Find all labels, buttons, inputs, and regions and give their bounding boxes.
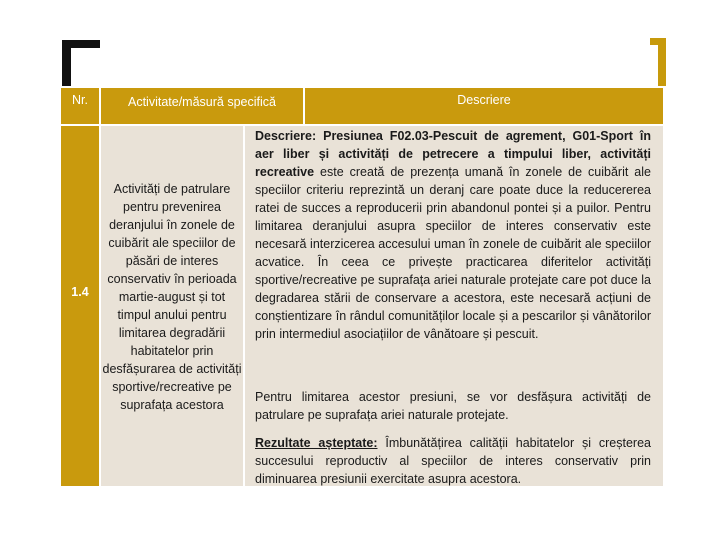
row-number: 1.4 xyxy=(71,285,89,299)
cell-activity xyxy=(101,126,243,486)
description-paragraph-1 xyxy=(255,127,651,343)
description-pressure: Presiunea F02.03-Pescuit de agrement, G01-Sport în aer liber și activități de petrecere a timpului liber, activități recreative xyxy=(255,129,651,179)
expected-results-label: Rezultate așteptate: xyxy=(255,436,378,450)
description-label: Descriere: xyxy=(255,129,317,143)
header-nr: Nr. xyxy=(61,88,99,124)
description-paragraph-2: Pentru limitarea acestor presiuni, se vor desfășura activități de patrulare pe suprafața ariei naturale protejate. xyxy=(255,390,651,422)
activity-text: Activități de patrulare pentru prevenirea deranjului în zonele de cuibărit ale speciilor de păsări de interes conservativ în perioada martie-august și tot timpul anului pentru limitarea degradării habitatelor prin desfășurarea de activități sportive/recreative pe suprafața acestora xyxy=(102,182,242,412)
right-bracket-horizontal xyxy=(650,38,666,45)
table-header-row xyxy=(61,88,663,124)
description-body: este creată de prezența umană în zonele de cuibărit ale speciilor criteriu reprezintă un deranj care poate duce la reducererea ratei de succes a reproducerii prin abandonul pontei și a puilor. Pentru limitarea deranjului asupra speciilor de interes conservativ este necesară interzicerea accesului uman în zonele de cuibărit ale speciilor acvatice. În ceea ce privește practicarea diferitelor activități sportive/recreative pe suprafața ariei naturale protejate care pot duce la degradarea stării de conservare a acestora, este necesară acțiuni de conștientizare în rândul comunităților locale și a pescarilor și vânătorilor prin intermediul asociațiilor de vânătoare și pescuit. xyxy=(255,165,651,341)
header-description: Descriere xyxy=(305,88,663,124)
expected-results-text: Îmbunătățirea calității habitatelor și creșterea succesului reproductiv al speciilor de interes conservativ prin diminuarea presiunii exercitate asupra acestora. xyxy=(255,436,651,486)
description-paragraph-3 xyxy=(255,434,651,488)
header-activity: Activitate/măsură specifică xyxy=(101,88,303,124)
cell-description xyxy=(245,126,663,486)
left-bracket-horizontal xyxy=(62,40,100,48)
cell-nr xyxy=(61,126,99,486)
right-bracket-vertical xyxy=(658,38,666,86)
